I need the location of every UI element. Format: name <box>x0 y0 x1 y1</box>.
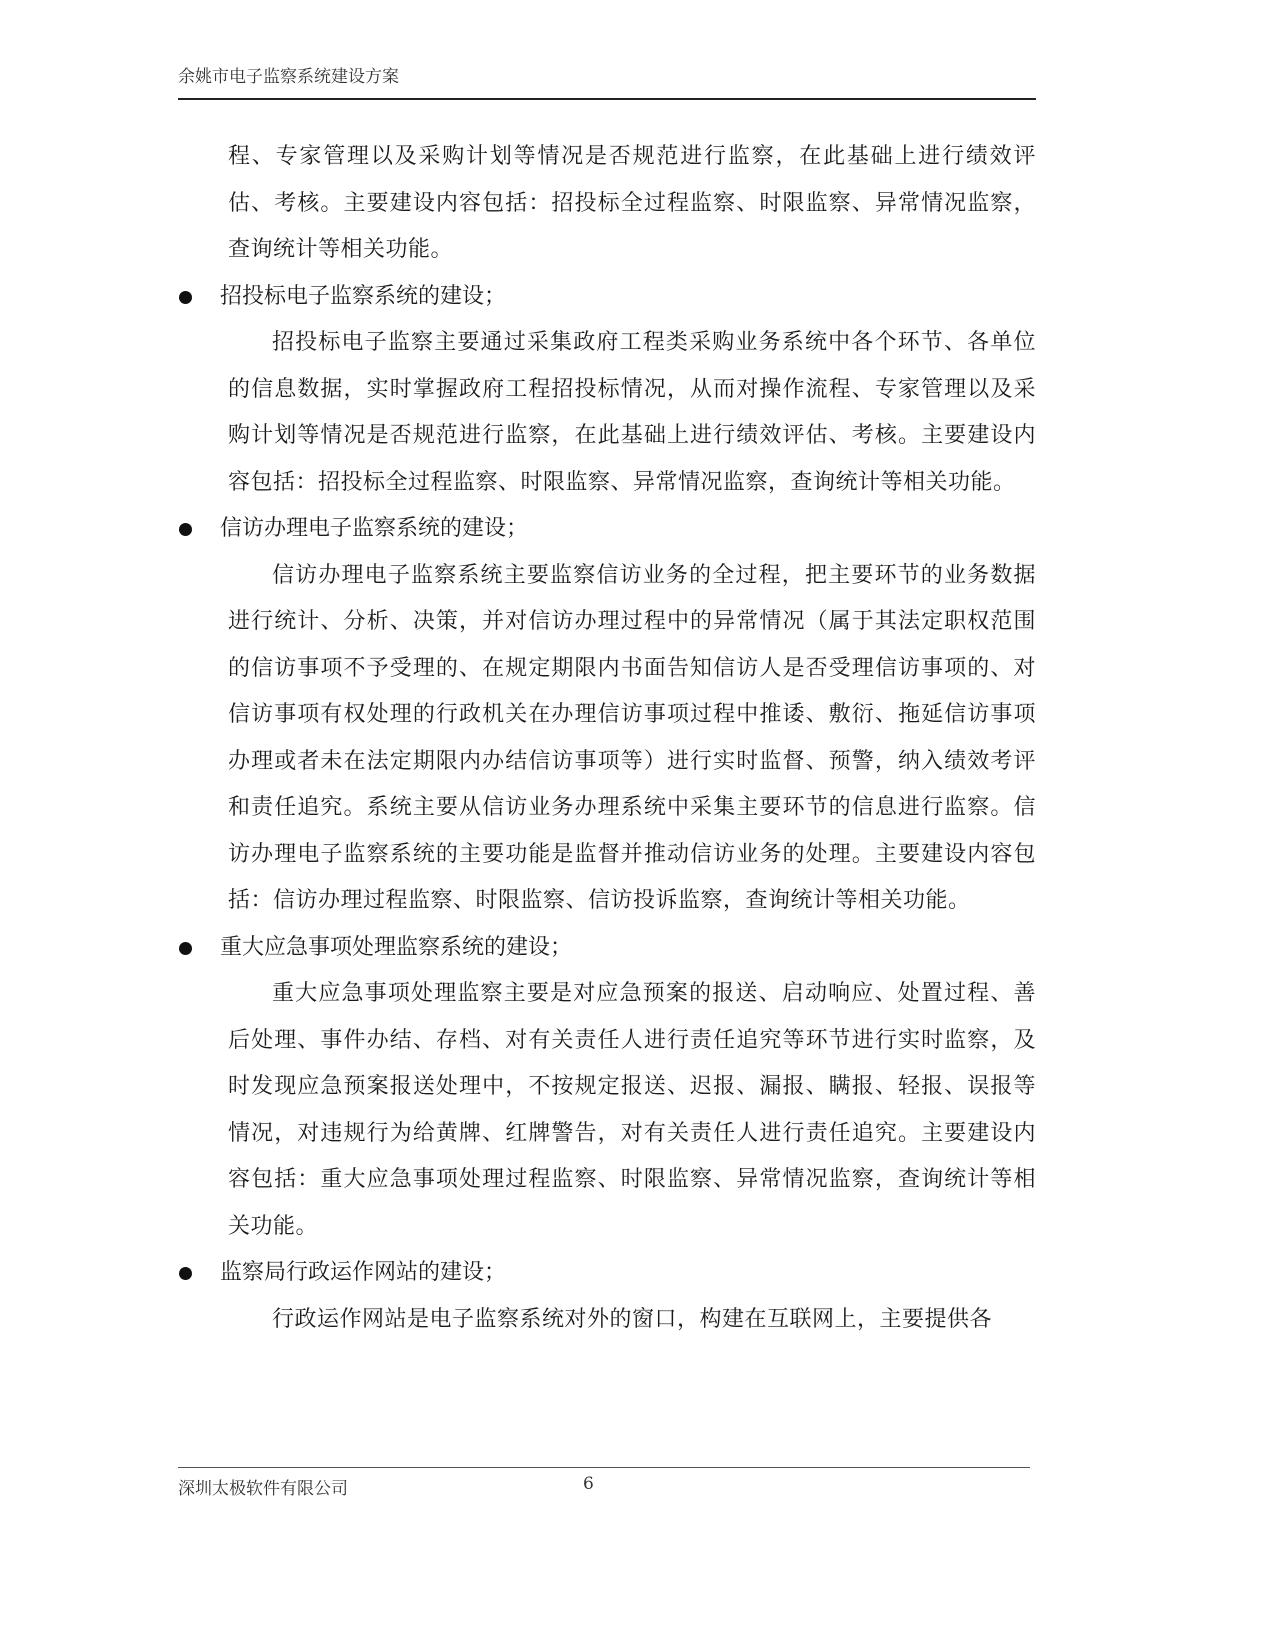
bullet-item-bidding <box>178 274 1036 321</box>
paragraph-emergency: 重大应急事项处理监察主要是对应急预案的报送、启动响应、处置过程、善后处理、事件办结、存档、对有关责任人进行责任追究等环节进行实时监察，及时发现应急预案报送处理中，不按规定报送、迟报、漏报、瞒报、轻报、误报等情况，对违规行为给黄牌、红牌警告，对有关责任人进行责任追究。主要建设内容包括：重大应急事项处理过程监察、时限监察、异常情况监察，查询统计等相关功能。 <box>228 981 1036 1239</box>
bullet-dot-icon <box>179 291 192 304</box>
bullet-item-website <box>178 1250 1036 1297</box>
paragraph-continued: 程、专家管理以及采购计划等情况是否规范进行监察，在此基础上进行绩效评估、考核。主要建设内容包括：招投标全过程监察、时限监察、异常情况监察，查询统计等相关功能。 <box>228 144 1036 262</box>
bullet-label: 监察局行政运作网站的建设； <box>220 1260 507 1285</box>
header-title: 余姚市电子监察系统建设方案 <box>178 67 399 87</box>
page-number: 6 <box>583 1474 594 1494</box>
document-body <box>178 134 1036 1343</box>
paragraph-petition: 信访办理电子监察系统主要监察信访业务的全过程，把主要环节的业务数据进行统计、分析、决策，并对信访办理过程中的异常情况（属于其法定职权范围的信访事项不予受理的、在规定期限内书面告知信访人是否受理信访事项的、对信访事项有权处理的行政机关在办理信访事项过程中推诿、敷衍、拖延信访事项办理或者未在法定期限内办结信访事项等）进行实时监督、预警，纳入绩效考评和责任追究。系统主要从信访业务办理系统中采集主要环节的信息进行监察。信访办理电子监察系统的主要功能是监督并推动信访业务的处理。主要建设内容包括：信访办理过程监察、时限监察、信访投诉监察，查询统计等相关功能。 <box>228 562 1036 913</box>
bullet-label: 信访办理电子监察系统的建设； <box>220 516 529 541</box>
footer-company: 深圳太极软件有限公司 <box>178 1479 348 1499</box>
paragraph-bidding: 招投标电子监察主要通过采集政府工程类采购业务系统中各个环节、各单位的信息数据，实时掌握政府工程招投标情况，从而对操作流程、专家管理以及采购计划等情况是否规范进行监察，在此基础上进行绩效评估、考核。主要建设内容包括：招投标全过程监察、时限监察、异常情况监察，查询统计等相关功能。 <box>228 330 1036 495</box>
footer-divider <box>178 1467 1030 1468</box>
bullet-label: 重大应急事项处理监察系统的建设； <box>220 934 573 960</box>
bullet-item-petition <box>178 506 1036 553</box>
bullet-item-emergency <box>178 925 1036 972</box>
bullet-label: 招投标电子监察系统的建设； <box>220 283 507 309</box>
page-header <box>178 66 1036 100</box>
bullet-dot-icon <box>179 942 192 955</box>
bullet-dot-icon <box>179 1267 192 1280</box>
paragraph-website: 行政运作网站是电子监察系统对外的窗口，构建在互联网上，主要提供各 <box>272 1306 993 1332</box>
bullet-dot-icon <box>179 523 192 536</box>
